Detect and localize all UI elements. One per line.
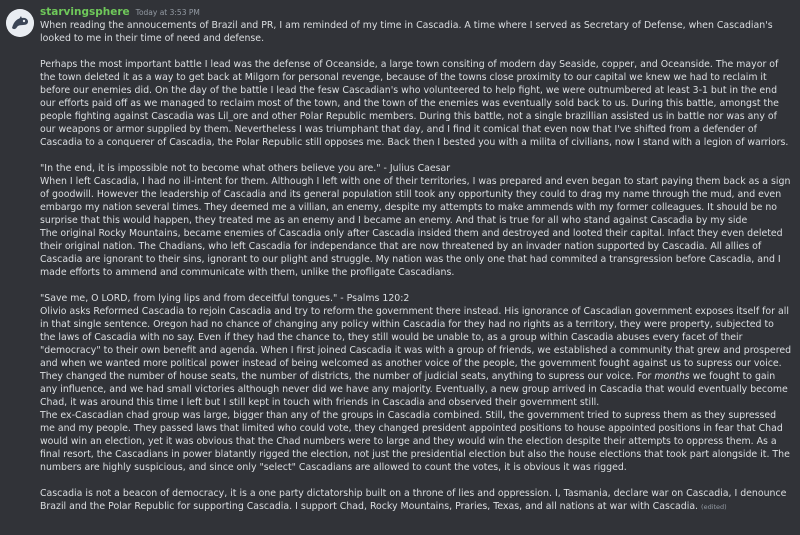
message-paragraph: Perhaps the most important battle I lead was the defense of Oceanside, a large town consiting of modern day Seaside, copper, and Oceanside. The mayor of the town deleted it as a way to get back at Milgorn for personal revenge, because of the towns close proximity to our capital we knew we had to reclaim it before our enemies did. On the day of the battle I lead the fesw Cascadian's who volunteered to help fight, we were outnumbered at least 3-1 but in the end our efforts paid off as we managed to reclaim most of the town, and the town of the enemies was eventually sold back to us. During this battle, amongst the people fighting against Cascadia was Lil_ore and other Polar Republic members. During this battle, not a single brazillian assisted us in battle nor was any of our weapons or armor supplied by them. Nevertheless I was triumphant that day, and I find it comical that even now that I've shifted from a defender of Cascadia to a conquerer of Cascadia, the Polar Republic still opposes me. Back then I bested you with a milita of civilians, now I stand with a legion of warriors.	[40, 59, 789, 148]
edited-label: (edited)	[701, 503, 727, 511]
message-paragraph: Cascadia is not a beacon of democracy, it is a one party dictatorship built on a throne of lies and oppression. I, Tasmania, declare war on Cascadia, I denounce Brazil and the Polar Republic for supporting Cascadia. I support Chad, Rocky Mountains, Praries, Texas, and all nations at war with Cascadia. (edited)	[40, 488, 787, 512]
message-paragraph: Olivio asks Reformed Cascadia to rejoin Cascadia and try to reform the government there instead. His ignorance of Cascadian government exposes itself for all in that single sentence. Oregon had no chance of changing any policy within Cascadia for they had no rights as a territory, they were property, subjected to the laws of Cascadia with no say. Even if they had the chance to, they still would be unable to, as a group within Cascadia abuses every facet of their "democracy" to their own benefit and agenda. When I first joined Cascadia it was with a group of friends, we established a community that grew and prospered and when we wanted more political power instead of being welcomed as another voice of the people, the government fought against us to supress our voice. They changed the number of house seats, the number of districts, the number of judicial seats, anything to supress our voice. For months we fought to gain any influence, and we had small victories although never did we have any majority. Eventually, a new group arrived in Cascadia that would eventually become Chad, it was around this time I left but I still kept in touch with friends in Cascadia and observed their government still.	[40, 306, 792, 408]
paragraph-spacer	[40, 149, 792, 162]
message-header	[40, 6, 792, 19]
paragraph-spacer	[40, 279, 792, 292]
paragraph-spacer	[40, 45, 792, 58]
paragraph-spacer	[40, 474, 792, 487]
message-paragraph: The ex-Cascadian chad group was large, bigger than any of the groups in Cascadia combined. Still, the government tried to supress them as they supressed me and my people. They passed laws that limited who could vote, they changed president appointed positions to house appointed positions in fear that Chad would win an election, yet it was obvious that the Chad numbers were to large and they would win the election despite their attempts to oppress them. As a final resort, the Cascadians in power blatantly rigged the election, not just the presidential election but also the house elections that took part alongside it. The numbers are highly suspicious, and since only "select" Cascadians are allowed to count the votes, it is obvious it was rigged.	[40, 410, 790, 473]
message-body	[40, 19, 792, 514]
message-paragraph: When reading the annoucements of Brazil and PR, I am reminded of my time in Cascadia. A time where I served as Secretary of Defense, when Cascadian's looked to me in their time of need and defense.	[40, 20, 773, 44]
message-paragraph: "In the end, it is impossible not to become what others believe you are." - Julius Caesar	[40, 163, 451, 174]
avatar[interactable]	[6, 9, 34, 37]
message-paragraph: The original Rocky Mountains, became enemies of Cascadia only after Cascadia insided them and destroyed and looted their capital. Infact they even deleted their original nation. The Chadians, who left Cascadia for independance that are now threatened by an invader nation supported by Cascadia. All allies of Cascadia are ignorant to their sins, ignorant to our plight and struggle. My nation was the only one that had commited a transgression before Cascadia, and I made efforts to ammend and communicate with them, unlike the profligate Cascadians.	[40, 228, 783, 278]
timestamp[interactable]: Today at 3:53 PM	[135, 8, 200, 17]
message-paragraph: When I left Cascadia, I had no ill-intent for them. Although I left with one of their territories, I was prepared and even began to start paying them back as a sign of goodwill. However the leadership of Cascadia and its general population still took any opportunity they could to drag my name through the mud, and even embargo my nation several times. They deemed me a villian, an enemy, despite my attempts to make ammends with my former colleagues. It should be no surprise that this would happen, they treated me as an enemy and I became an enemy. And that is true for all who stand against Cascadia by my side	[40, 176, 791, 226]
avatar-image	[6, 9, 34, 37]
username[interactable]: starvingsphere	[40, 6, 130, 18]
emphasized-text: months	[654, 371, 690, 382]
message-paragraph: "Save me, O LORD, from lying lips and from deceitful tongues." - Psalms 120:2	[40, 293, 410, 304]
